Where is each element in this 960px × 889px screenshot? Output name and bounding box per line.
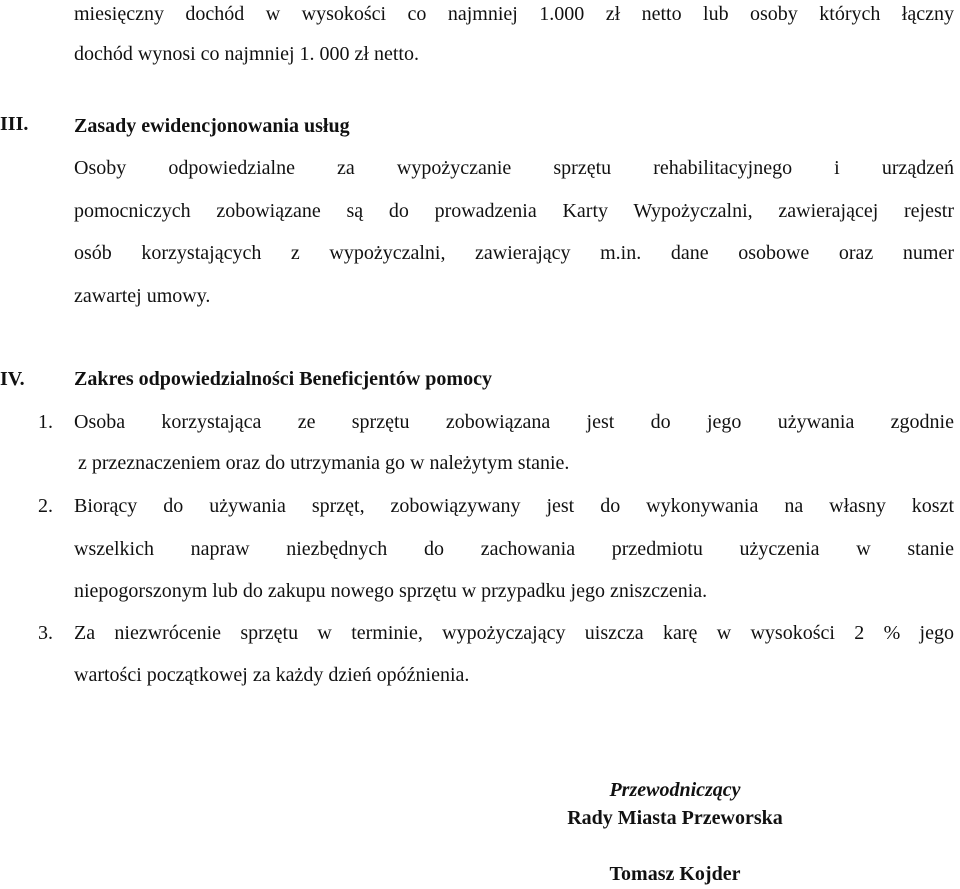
signature-role: Przewodniczący [609, 779, 741, 801]
section-3-number: III. [0, 113, 29, 135]
item-1-number: 1. [38, 411, 53, 433]
item-1-line-1: Osoba korzystająca ze sprzętu zobowiązana jest do jego używania zgodnie [74, 411, 954, 433]
item-3-number: 3. [38, 622, 53, 644]
signature-name: Tomasz Kojder [609, 863, 741, 885]
item-2-line-1: Biorący do używania sprzęt, zobowiązywany jest do wykonywania na własny koszt [74, 495, 954, 517]
item-3-line-1: Za niezwrócenie sprzętu w terminie, wypożyczający uiszcza karę w wysokości 2 % jego [74, 622, 954, 644]
intro-line-1: miesięczny dochód w wysokości co najmniej 1.000 zł netto lub osoby których łączny [74, 3, 954, 25]
intro-line-2: dochód wynosi co najmniej 1. 000 zł netto. [74, 43, 419, 65]
item-2-number: 2. [38, 495, 53, 517]
section-4-title: Zakres odpowiedzialności Beneficjentów pomocy [74, 368, 492, 390]
item-1-line-2: z przeznaczeniem oraz do utrzymania go w należytym stanie. [78, 452, 570, 474]
section-3-paragraph-line-2: pomocniczych zobowiązane są do prowadzenia Karty Wypożyczalni, zawierającej rejestr [74, 200, 954, 222]
item-2-line-2: wszelkich napraw niezbędnych do zachowania przedmiotu użyczenia w stanie [74, 538, 954, 560]
section-3-title: Zasady ewidencjonowania usług [74, 115, 350, 137]
section-4-number: IV. [0, 368, 25, 390]
section-3-paragraph-line-1: Osoby odpowiedzialne za wypożyczanie sprzętu rehabilitacyjnego i urządzeń [74, 157, 954, 179]
section-3-paragraph-line-4: zawartej umowy. [74, 285, 211, 307]
signature-council: Rady Miasta Przeworska [567, 807, 783, 829]
item-3-line-2: wartości początkowej za każdy dzień opóźnienia. [74, 664, 470, 686]
item-2-line-3: niepogorszonym lub do zakupu nowego sprzętu w przypadku jego zniszczenia. [74, 580, 708, 602]
section-3-paragraph-line-3: osób korzystających z wypożyczalni, zawierający m.in. dane osobowe oraz numer [74, 242, 954, 264]
